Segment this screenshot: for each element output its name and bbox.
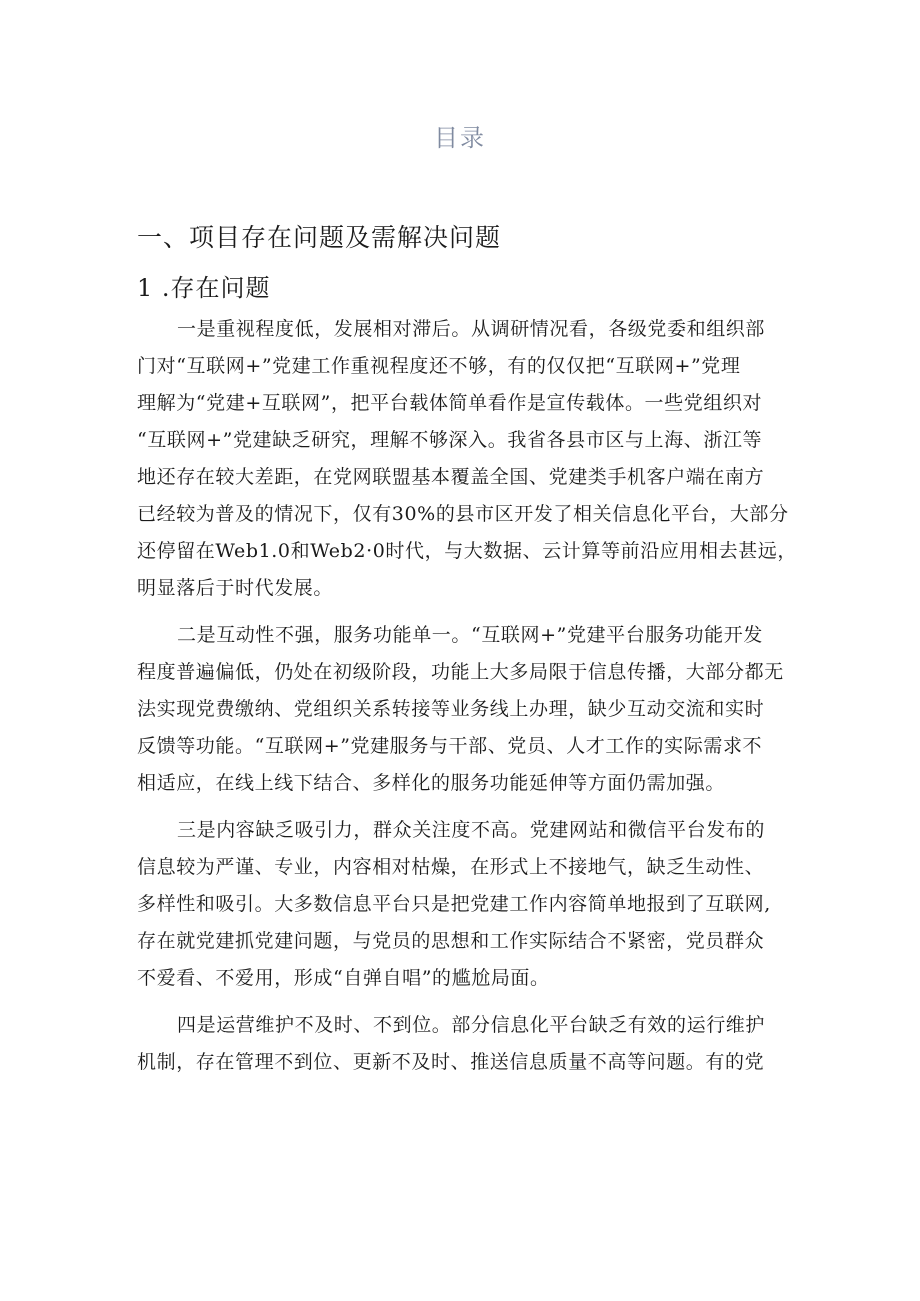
section-heading: 一、项目存在问题及需解决问题: [137, 223, 502, 252]
text-line: “互联网+”党建缺乏研究，理解不够深入。我省各县市区与上海、浙江等: [137, 429, 763, 451]
text-line: 已经较为普及的情况下，仅有30%的县市区开发了相关信息化平台，大部分: [137, 503, 789, 525]
body-text: [137, 311, 798, 1091]
text-line: 地还存在较大差距，在党网联盟基本覆盖全国、党建类手机客户端在南方: [137, 466, 765, 488]
text-line: 明显落后于时代发展。: [137, 577, 334, 599]
paragraph-4: [137, 1007, 787, 1081]
text-line: 一是重视程度低，发展相对滞后。从调研情况看，各级党委和组织部: [177, 318, 766, 340]
paragraph-1: [137, 311, 798, 607]
text-line: 信息较为严谨、专业，内容相对枯燥，在形式上不接地气，缺乏生动性、: [137, 856, 765, 878]
text-line: 三是内容缺乏吸引力，群众关注度不高。党建网站和微信平台发布的: [177, 819, 766, 841]
subsection-heading: 1 .存在问题: [137, 274, 271, 302]
text-line: 理解为“党建+互联网”，把平台载体简单看作是宣传载体。一些党组织对: [137, 392, 763, 414]
text-line: 反馈等功能。“互联网+”党建服务与干部、党员、人才工作的实际需求不: [137, 735, 763, 757]
text-line: 二是互动性不强，服务功能单一。“互联网+”党建平台服务功能开发: [177, 624, 763, 646]
text-line: 相适应，在线上线下结合、多样化的服务功能延伸等方面仍需加强。: [137, 772, 726, 794]
text-line: 程度普遍偏低，仍处在初级阶段，功能上大多局限于信息传播，大部分都无: [137, 661, 784, 683]
text-line: 不爱看、不爱用，形成“自弹自唱”的尴尬局面。: [137, 967, 550, 989]
text-line: 四是运营维护不及时、不到位。部分信息化平台缺乏有效的运行维护: [177, 1014, 766, 1036]
text-line: 多样性和吸引。大多数信息平台只是把党建工作内容简单地报到了互联网,: [137, 893, 771, 915]
paragraph-3: [137, 812, 787, 997]
toc-title: 目录: [434, 124, 486, 152]
text-line: 存在就党建抓党建问题，与党员的思想和工作实际结合不紧密，党员群众: [137, 930, 765, 952]
text-line: 机制，存在管理不到位、更新不及时、推送信息质量不高等问题。有的党: [137, 1051, 765, 1073]
paragraph-2: [137, 617, 787, 802]
text-line: 还停留在Web1.0和Web2·0时代，与大数据、云计算等前沿应用相去甚远，: [137, 540, 798, 562]
text-line: 门对“互联网+”党建工作重视程度还不够，有的仅仅把“互联网+”党理: [137, 355, 741, 377]
text-line: 法实现党费缴纳、党组织关系转接等业务线上办理，缺少互动交流和实时: [137, 698, 765, 720]
